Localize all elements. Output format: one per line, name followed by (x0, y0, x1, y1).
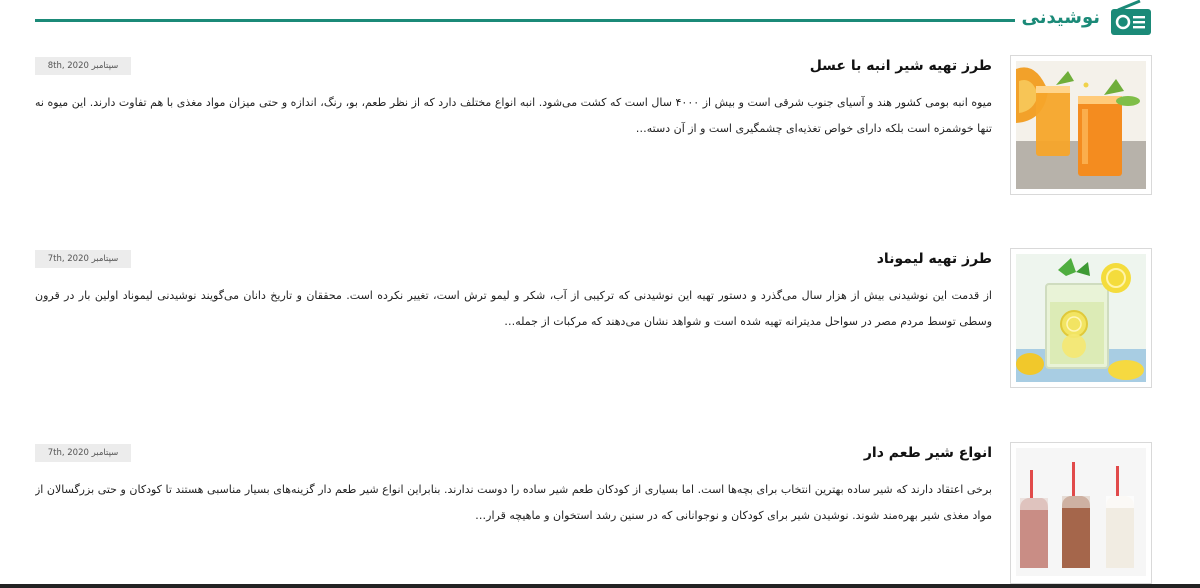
post-title[interactable]: طرز تهیه لیموناد (876, 251, 992, 267)
post-excerpt: از قدمت این نوشیدنی بیش از هزار سال می‌گذرد و دستور تهیه این نوشیدنی که ترکیبی از آب، شکر و لیمو ترش است، تغییر نکرده است. محققان و تاریخ دانان می‌گویند نوشیدنی لیموناد اولین بار در قرون وسطی توسط مردم مصر در سواحل مدیترانه تهیه شده است و شواهد نشان می‌دهند که مرکبات از جمله… (35, 289, 992, 328)
post-item (0, 248, 1200, 393)
post-date: سپتامبر 7th, 2020 (35, 444, 131, 462)
lemonade-image (1016, 254, 1146, 382)
flavored-milk-image (1016, 448, 1146, 576)
post-thumbnail[interactable] (1010, 248, 1152, 388)
post-item (0, 442, 1200, 587)
post-date: سپتامبر 8th, 2020 (35, 57, 131, 75)
post-item (0, 55, 1200, 200)
post-date: سپتامبر 7th, 2020 (35, 250, 131, 268)
post-excerpt: برخی اعتقاد دارند که شیر ساده بهترین انتخاب برای بچه‌ها است. اما بسیاری از کودکان طعم شیر ساده را دوست ندارند. بنابراین انواع شیر طعم دار گزینه‌های بسیار مناسبی هستند تا کودکان و حتی بزرگسالان از مواد مغذی شیر بهره‌مند شوند. نوشیدن شیر برای کودکان و نوجوانانی که در سنین رشد استخوان و ماهیچه قرار… (35, 483, 992, 522)
radio-icon (1110, 0, 1152, 36)
post-title[interactable]: طرز تهیه شیر انبه با عسل (809, 58, 992, 74)
section-header (0, 0, 1200, 40)
section-title[interactable]: نوشیدنی (1021, 7, 1100, 28)
bottom-border (0, 584, 1200, 588)
post-thumbnail[interactable] (1010, 55, 1152, 195)
section-divider (35, 19, 1015, 22)
mango-smoothie-image (1016, 61, 1146, 189)
post-excerpt: میوه انبه بومی کشور هند و آسیای جنوب شرقی است و بیش از ۴۰۰۰ سال است که کشت می‌شود. انبه انواع مختلف دارد که از نظر طعم، بو، رنگ، اندازه و حتی میزان مواد مغذی با هم تفاوت دارند. این میوه نه تنها خوشمزه است بلکه دارای خواص تغذیه‌ای چشمگیری است و از آن دسته… (35, 96, 992, 135)
post-title[interactable]: انواع شیر طعم دار (863, 445, 992, 461)
post-thumbnail[interactable] (1010, 442, 1152, 584)
